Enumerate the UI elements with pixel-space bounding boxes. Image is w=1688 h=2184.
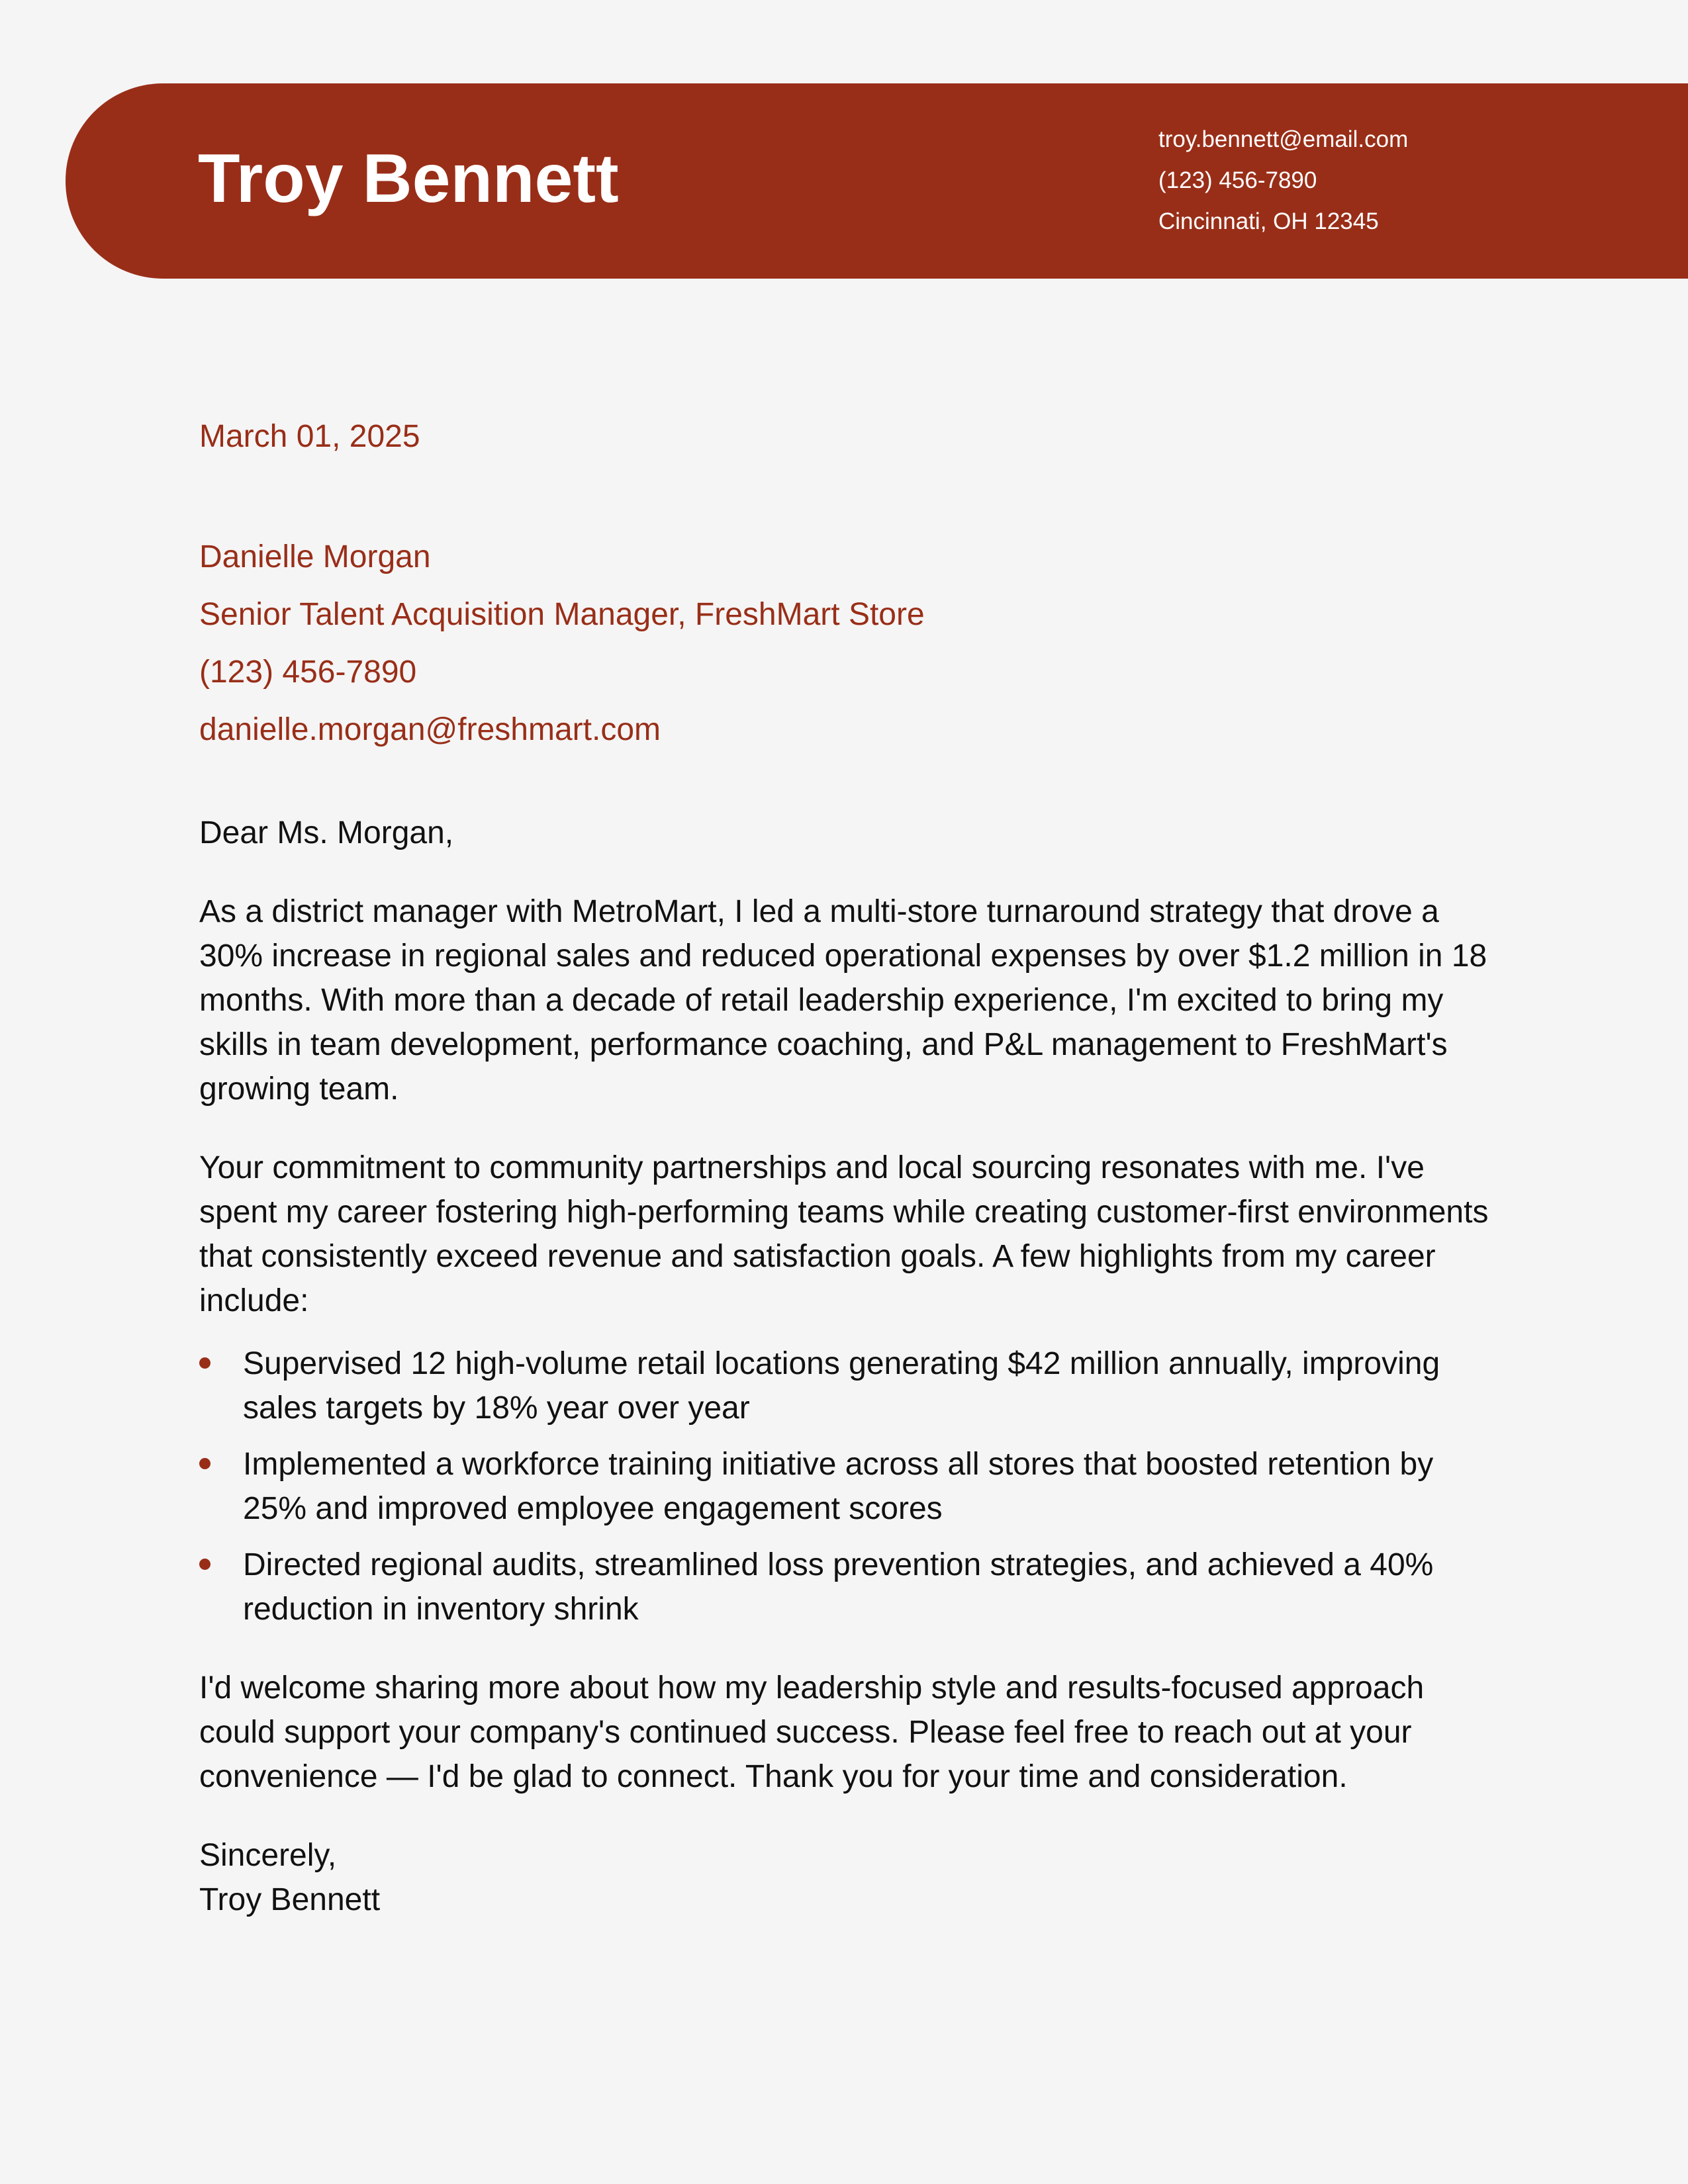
paragraph-intro: As a district manager with MetroMart, I led a multi-store turnaround strategy that drove a 30% increase in regional sales and reduced operational expenses by over $1.2 million in 18 months. With more than a decade of retail leadership experience, I'm excited to bring my skills in team development, performance coaching, and P&L management to FreshMart's growing team. bbox=[199, 894, 1487, 1107]
list-item bbox=[199, 1442, 1503, 1531]
bullet-icon bbox=[199, 1357, 211, 1369]
sender-email: troy.bennett@email.com bbox=[1158, 126, 1409, 152]
recipient-block bbox=[199, 528, 925, 758]
highlight-text: Directed regional audits, streamlined loss prevention strategies, and achieved a 40% reduction in inventory shrink bbox=[243, 1547, 1434, 1627]
recipient-phone: (123) 456-7890 bbox=[199, 655, 417, 690]
letter-date: March 01, 2025 bbox=[199, 419, 420, 454]
highlight-text: Implemented a workforce training initiative across all stores that boosted retention by 25% and improved employee engagement scores bbox=[243, 1447, 1434, 1526]
list-item bbox=[199, 1543, 1503, 1631]
recipient-title: Senior Talent Acquisition Manager, FreshMart Store bbox=[199, 597, 925, 632]
sender-phone: (123) 456-7890 bbox=[1158, 167, 1317, 193]
highlight-text: Supervised 12 high-volume retail locations generating $42 million annually, improving sales targets by 18% year over year bbox=[243, 1346, 1440, 1426]
signature-name: Troy Bennett bbox=[199, 1882, 381, 1917]
signoff bbox=[199, 1833, 1503, 1922]
career-highlights-list bbox=[199, 1342, 1503, 1631]
bullet-icon bbox=[199, 1458, 211, 1469]
closing-phrase: Sincerely, bbox=[199, 1838, 337, 1873]
sender-name: Troy Bennett bbox=[198, 140, 619, 217]
recipient-name: Danielle Morgan bbox=[199, 539, 431, 574]
greeting: Dear Ms. Morgan, bbox=[199, 815, 454, 850]
sender-contact-info bbox=[1158, 119, 1408, 242]
paragraph-motivation: Your commitment to community partnerships and local sourcing resonates with me. I've spent my career fostering high-performing teams while creating customer-first environments that consistently exceed revenue and satisfaction goals. A few highlights from my career include: bbox=[199, 1150, 1489, 1318]
list-item bbox=[199, 1342, 1503, 1430]
sender-location: Cincinnati, OH 12345 bbox=[1158, 208, 1379, 234]
bullet-icon bbox=[199, 1559, 211, 1570]
letter-body bbox=[199, 811, 1503, 1922]
header-banner bbox=[66, 83, 1688, 279]
paragraph-closing: I'd welcome sharing more about how my leadership style and results-focused approach could support your company's continued success. Please feel free to reach out at your convenience — I'd be glad to connect. Thank you for your time and consideration. bbox=[199, 1670, 1425, 1794]
recipient-email: danielle.morgan@freshmart.com bbox=[199, 712, 661, 747]
